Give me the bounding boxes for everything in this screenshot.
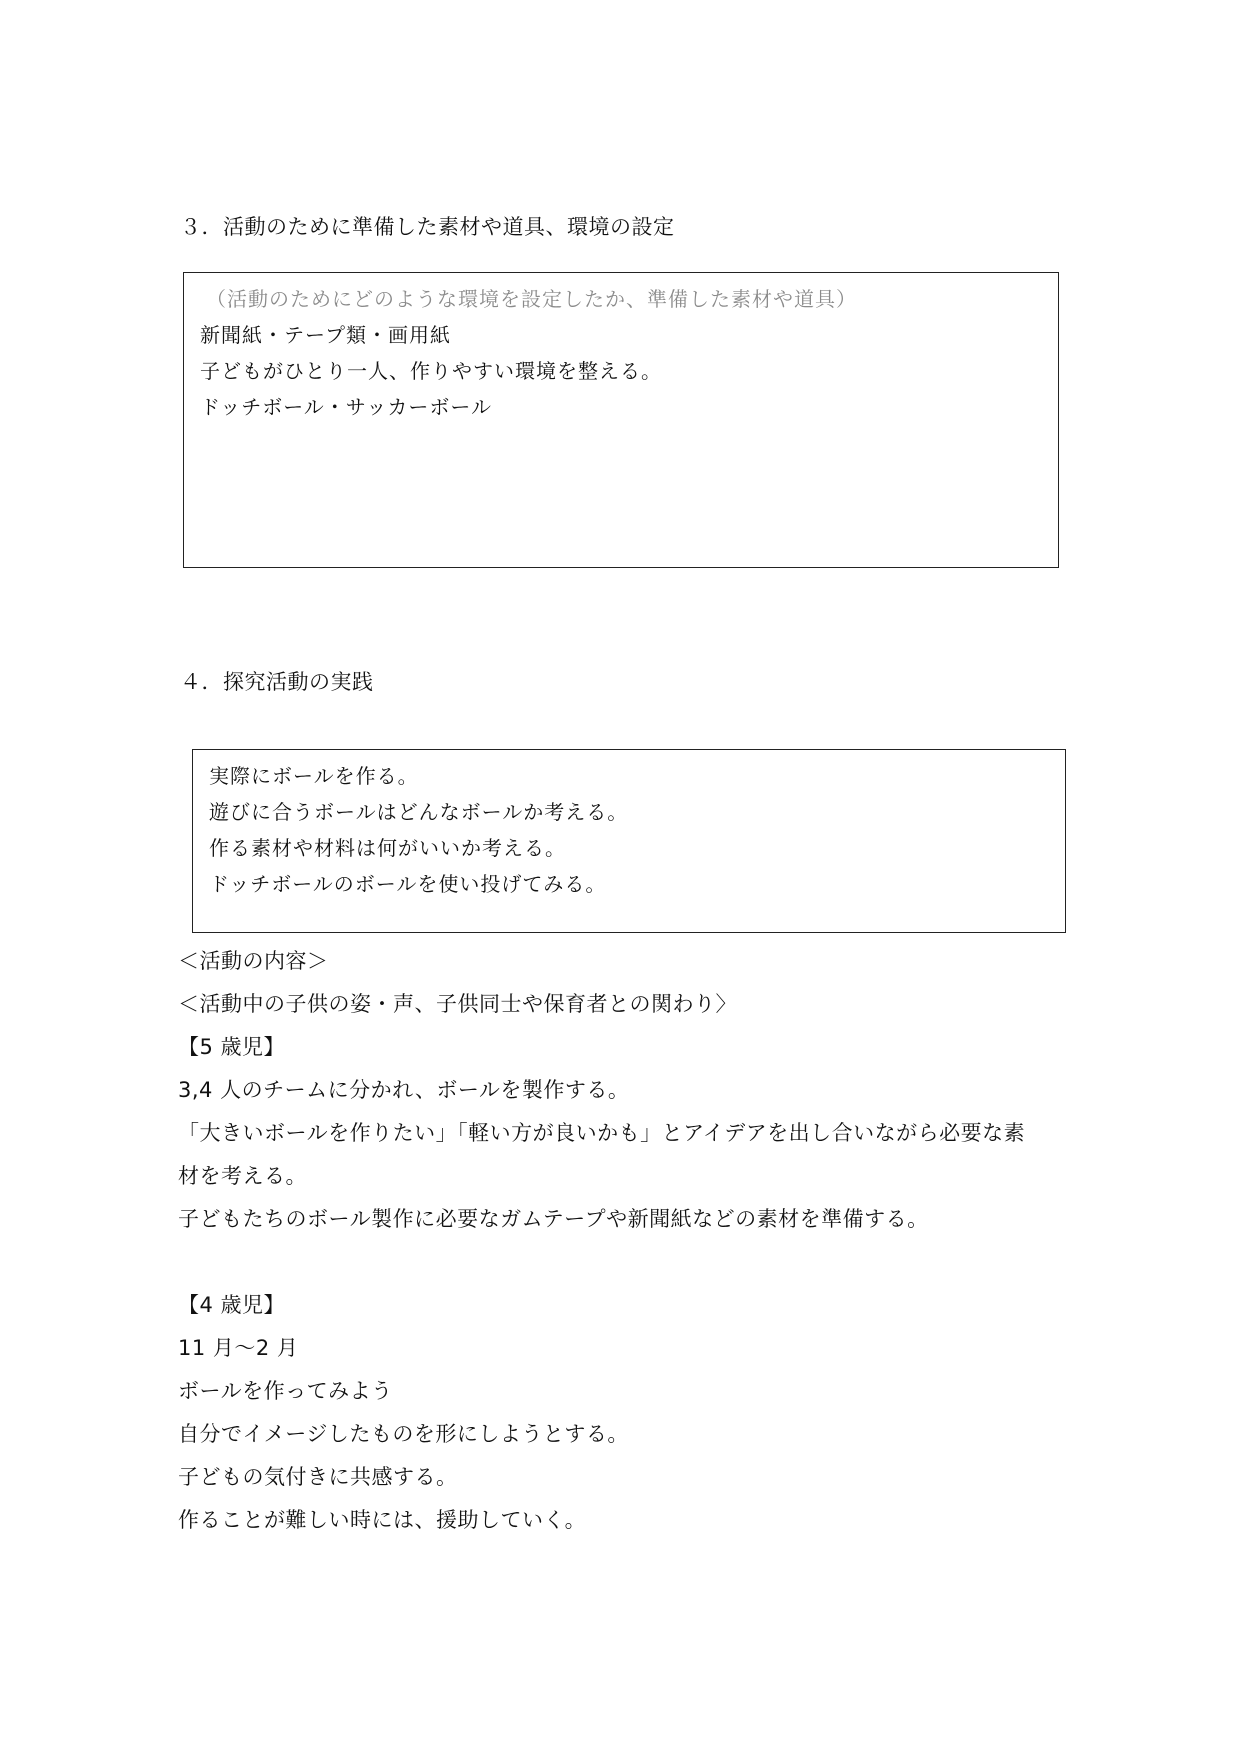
label-children-interaction: ＜活動中の子供の姿・声、子供同士や保育者との関わり〉 xyxy=(178,992,737,1016)
age4-line: 自分でイメージしたものを形にしようとする。 xyxy=(178,1422,629,1446)
section3-hint: （活動のためにどのような環境を設定したか、準備した素材や道具） xyxy=(206,287,857,311)
section4-line: 実際にボールを作る。 xyxy=(209,764,419,788)
section4-line: 遊びに合うボールはどんなボールか考える。 xyxy=(209,800,629,824)
section3-textbox xyxy=(183,272,1059,568)
label-activity-content: ＜活動の内容＞ xyxy=(178,949,329,973)
age4-line: ボールを作ってみよう xyxy=(178,1379,393,1403)
section3-heading: ３．活動のために準備した素材や道具、環境の設定 xyxy=(180,215,675,239)
age4-line: 子どもの気付きに共感する。 xyxy=(178,1465,458,1489)
section4-line: 作る素材や材料は何がいいか考える。 xyxy=(209,836,566,860)
section4-heading: ４．探究活動の実践 xyxy=(180,670,374,694)
section4-textbox xyxy=(192,749,1066,933)
age5-line: 「大きいボールを作りたい」「軽い方が良いかも」とアイデアを出し合いながら必要な素 xyxy=(178,1121,1026,1145)
age4-line: 作ることが難しい時には、援助していく。 xyxy=(178,1508,587,1532)
section3-line: 新聞紙・テープ類・画用紙 xyxy=(200,323,451,347)
age5-line: 子どもたちのボール製作に必要なガムテープや新聞紙などの素材を準備する。 xyxy=(178,1207,929,1231)
age5-label: 【5 歳児】 xyxy=(178,1035,286,1059)
section3-line: 子どもがひとり一人、作りやすい環境を整える。 xyxy=(200,359,662,383)
section3-line: ドッチボール・サッカーボール xyxy=(200,395,492,419)
age5-line: 材を考える。 xyxy=(178,1164,307,1188)
section4-line: ドッチボールのボールを使い投げてみる。 xyxy=(209,872,607,896)
age4-line: 11 月～2 月 xyxy=(178,1336,299,1360)
age5-line: 3,4 人のチームに分かれ、ボールを製作する。 xyxy=(178,1078,630,1102)
age4-label: 【4 歳児】 xyxy=(178,1293,286,1317)
